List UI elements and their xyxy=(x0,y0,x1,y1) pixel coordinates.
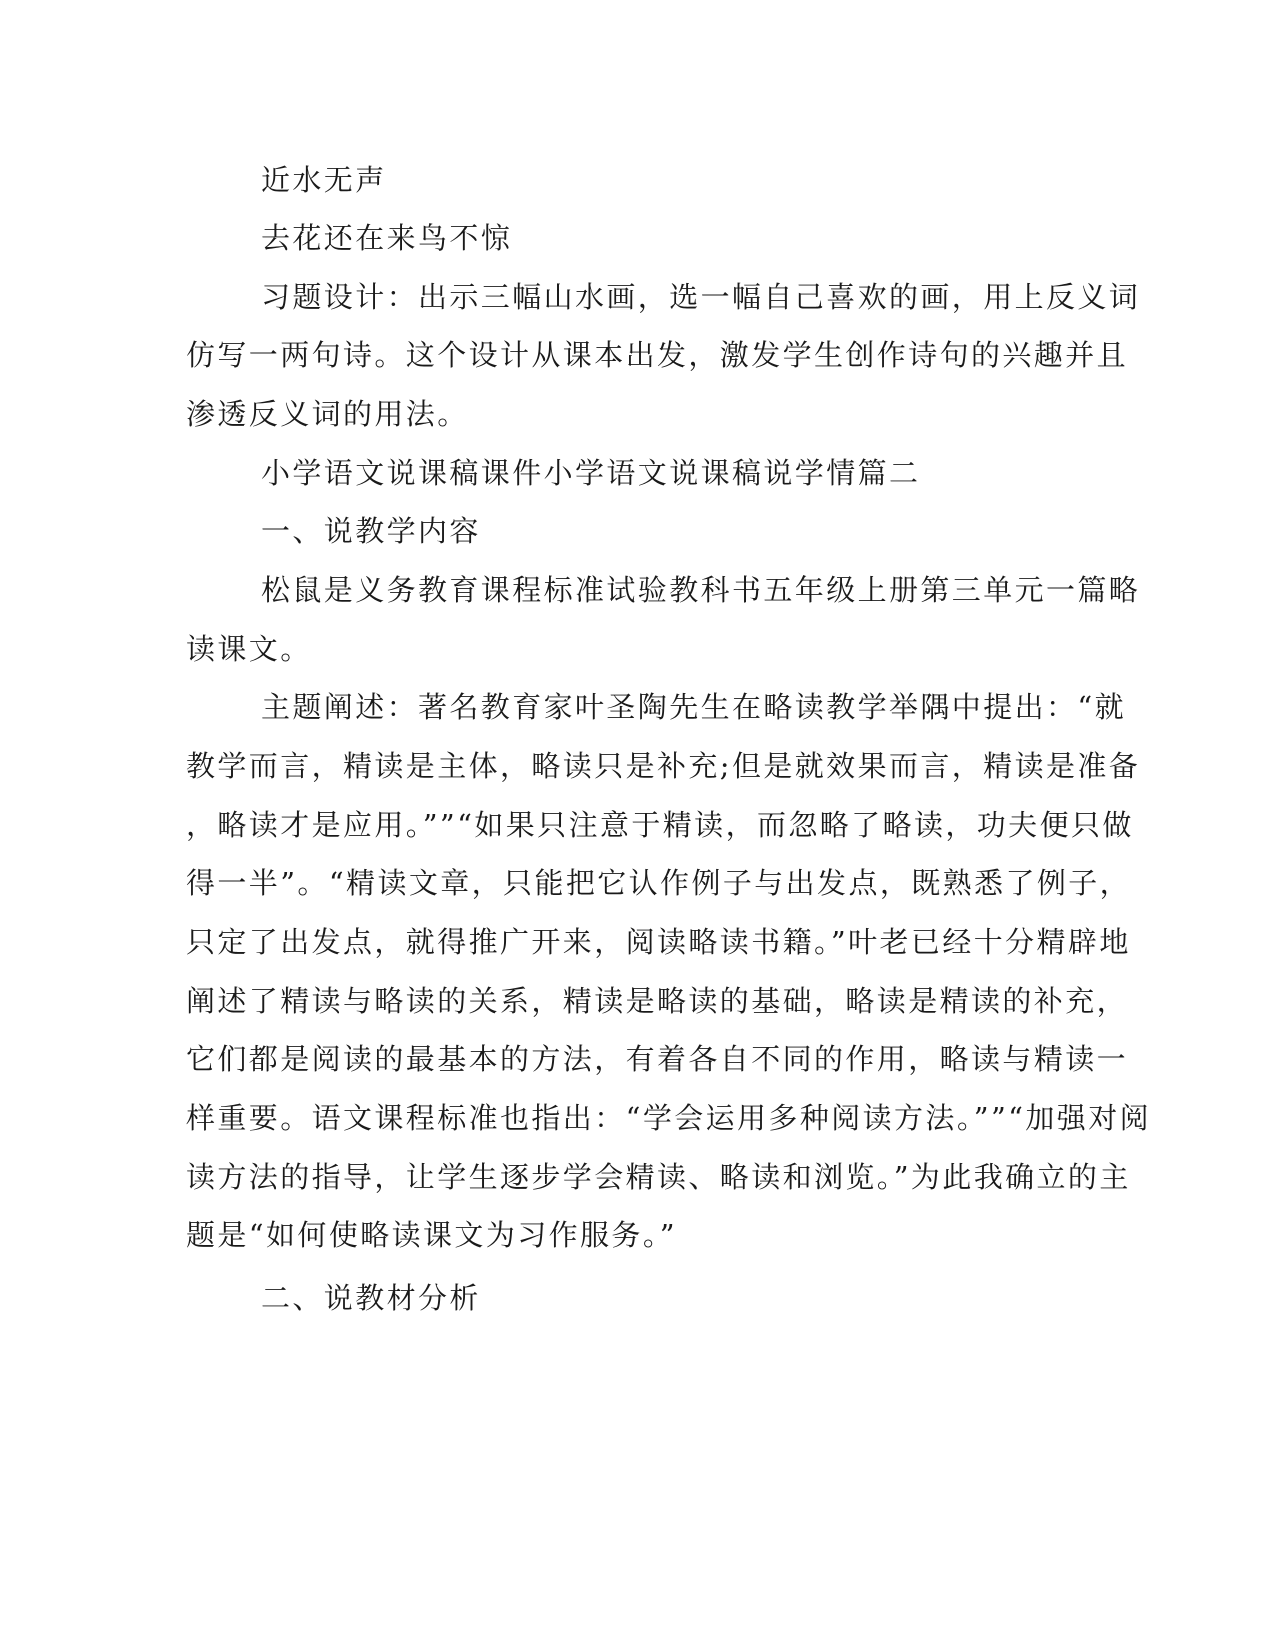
paragraph-line: 得一半”。“精读文章，只能把它认作例子与出发点，既熟悉了例子， xyxy=(186,866,1132,900)
paragraph-line: 主题阐述：著名教育家叶圣陶先生在略读教学举隅中提出：“就 xyxy=(261,690,1127,724)
poem-line-1: 近水无声 xyxy=(261,163,387,197)
paragraph-line: 松鼠是义务教育课程标准试验教科书五年级上册第三单元一篇略 xyxy=(261,573,1141,607)
paragraph-line: 它们都是阅读的最基本的方法，有着各自不同的作用，略读与精读一 xyxy=(186,1042,1129,1076)
paragraph-line: ，略读才是应用。””“如果只注意于精读，而忽略了略读，功夫便只做 xyxy=(186,808,1134,842)
paragraph-line: 阐述了精读与略读的关系，精读是略读的基础，略读是精读的补充， xyxy=(186,984,1129,1018)
paragraph-line: 读方法的指导，让学生逐步学会精读、略读和浏览。”为此我确立的主 xyxy=(186,1160,1131,1194)
section-title: 小学语文说课稿课件小学语文说课稿说学情篇二 xyxy=(261,456,921,490)
paragraph-line: 仿写一两句诗。这个设计从课本出发，激发学生创作诗句的兴趣并且 xyxy=(186,338,1129,372)
poem-line-2: 去花还在来鸟不惊 xyxy=(261,221,513,255)
paragraph-line: 只定了出发点，就得推广开来，阅读略读书籍。”叶老已经十分精辟地 xyxy=(186,925,1131,959)
exercise-design-line: 习题设计：出示三幅山水画，选一幅自己喜欢的画，用上反义词 xyxy=(261,280,1141,314)
paragraph-line: 读课文。 xyxy=(186,632,312,666)
heading-teaching-content: 一、说教学内容 xyxy=(261,514,481,548)
paragraph-line: 样重要。语文课程标准也指出：“学会运用多种阅读方法。””“加强对阅 xyxy=(186,1101,1152,1135)
paragraph-line: 渗透反义词的用法。 xyxy=(186,397,469,431)
heading-material-analysis: 二、说教材分析 xyxy=(261,1281,481,1315)
paragraph-line: 题是“如何使略读课文为习作服务。” xyxy=(186,1218,677,1252)
paragraph-line: 教学而言，精读是主体，略读只是补充;但是就效果而言，精读是准备 xyxy=(186,749,1141,783)
